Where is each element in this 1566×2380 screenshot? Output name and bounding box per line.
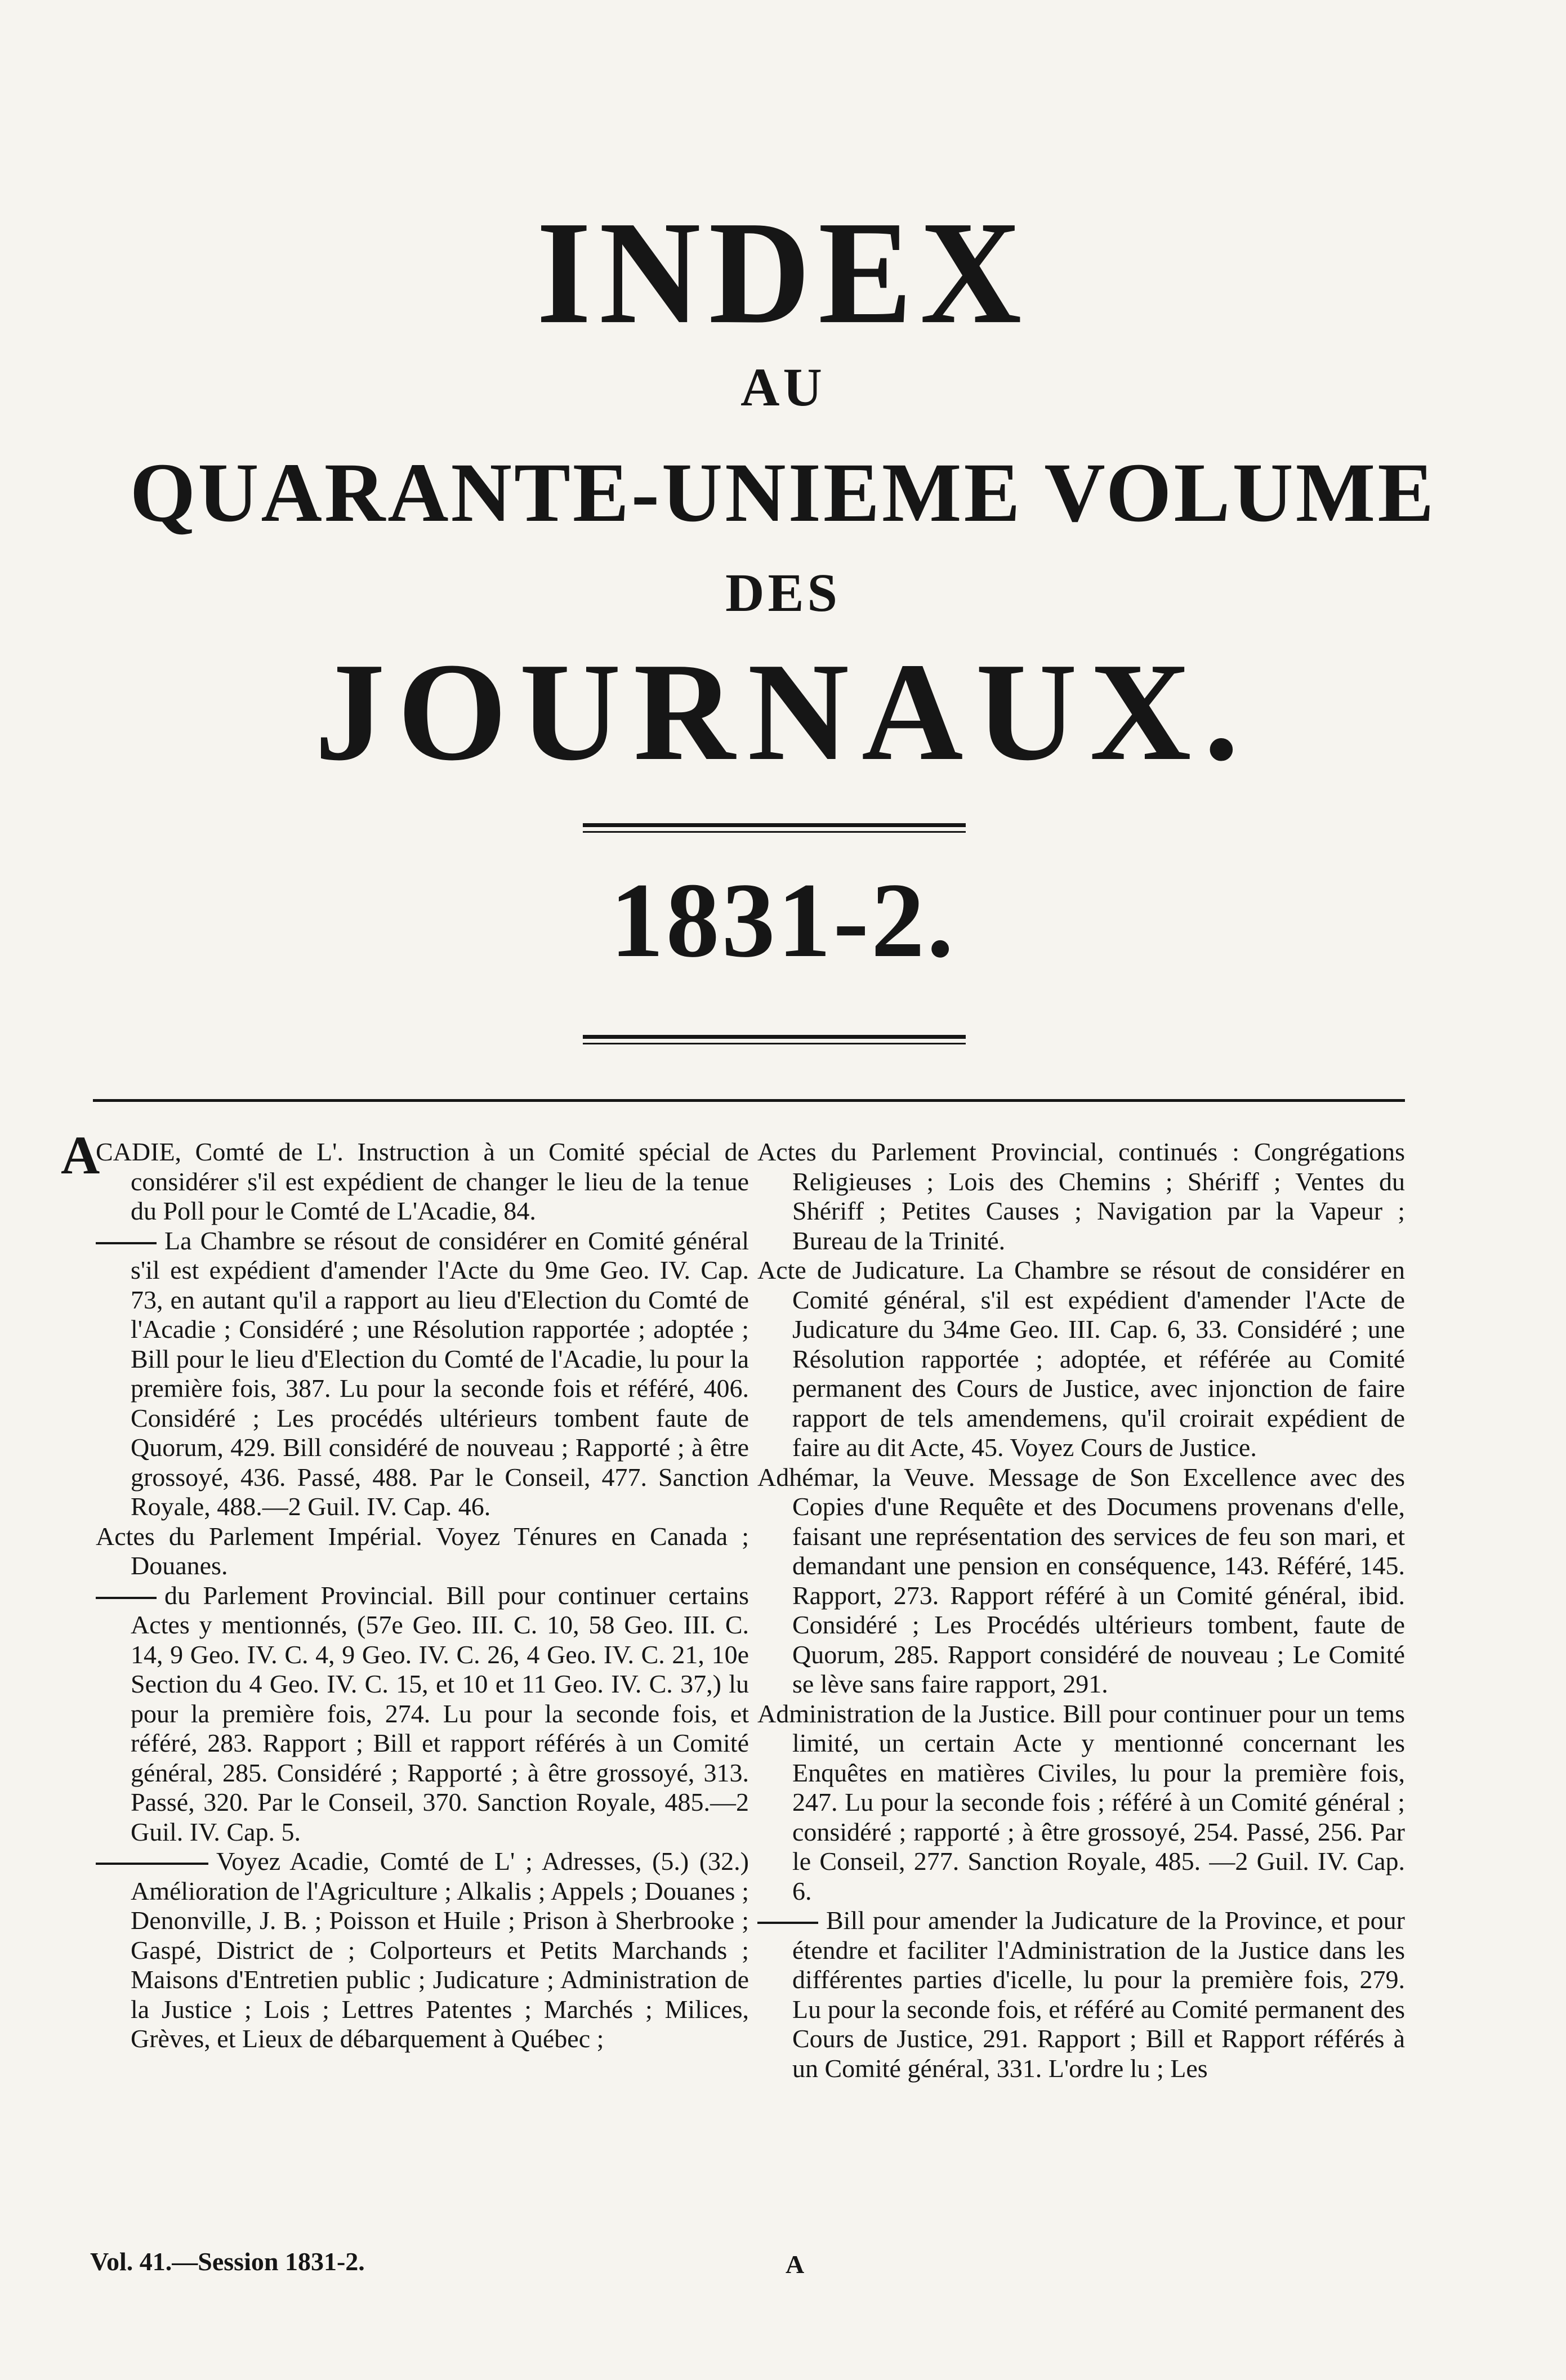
index-entry: [96, 1522, 749, 1581]
title-index: INDEX: [536, 191, 1030, 355]
index-entry: [96, 1847, 749, 2054]
drop-cap: A: [61, 1125, 100, 1185]
index-entry: [757, 1463, 1405, 1699]
footer-volume: Vol. 41.—Session 1831-2.: [90, 2247, 365, 2276]
ditto-dash: [96, 1242, 157, 1244]
rule-mid-thick: [583, 1035, 966, 1039]
entry-text: Adhémar, la Veuve. Message de Son Excellence avec des Copies d'une Requête et des Documens provenans d'elle, faisant une représentation des services de feu son mari, et demandant une pension en conséquence, 143. Référé, 145. Rapport, 273. Rapport référé à un Comité général, ibid. Considéré ; Les Procédés ultérieurs tombent, faute de Quorum, 285. Rapport considéré de nouveau ; Le Comité se lève sans faire rapport, 291.: [757, 1462, 1405, 1698]
entry-text: CADIE, Comté de L'. Instruction à un Comité spécial de considérer s'il est expédient de changer le lieu de la tenue du Poll pour le Comté de L'Acadie, 84.: [96, 1137, 749, 1225]
title-volume: QUARANTE-UNIEME VOLUME: [130, 446, 1436, 539]
column-left: [61, 1125, 749, 2054]
entry-text: Actes du Parlement Impérial. Voyez Ténures en Canada ; Douanes.: [96, 1521, 749, 1580]
ditto-dash: [96, 1863, 208, 1865]
index-entry: [757, 1256, 1405, 1463]
rule-top-thin: [583, 831, 966, 833]
title-journaux: JOURNAUX.: [314, 634, 1252, 790]
index-entry: [757, 1699, 1405, 1906]
index-entry: [757, 1137, 1405, 1256]
rule-full-width: [93, 1099, 1405, 1102]
index-entry: [96, 1581, 749, 1847]
title-des: DES: [725, 562, 841, 623]
entry-text: La Chambre se résout de considérer en Comité général s'il est expédient d'amender l'Acte du 9me Geo. IV. Cap. 73, en autant qu'il a rapport au lieu d'Election du Comté de l'Acadie ; Considéré ; une Résolution rapportée ; adoptée ; Bill pour le lieu d'Election du Comté de l'Acadie, lu pour la première fois, 387. Lu pour la seconde fois et référé, 406. Considéré ; Les procédés ultérieurs tombent faute de Quorum, 429. Bill considéré de nouveau ; Rapporté ; à être grossoyé, 436. Passé, 488. Par le Conseil, 477. Sanction Royale, 488.—2 Guil. IV. Cap. 46.: [131, 1226, 749, 1521]
entry-text: Acte de Judicature. La Chambre se résout de considérer en Comité général, s'il est expédient d'amender l'Acte de Judicature du 34me Geo. III. Cap. 6, 33. Considéré ; une Résolution rapportée ; adoptée, et référée au Comité permanent des Cours de Justice, avec injonction de faire rapport de tels amendemens, qu'il croirait expédient de faire au dit Acte, 45. Voyez Cours de Justice.: [757, 1256, 1405, 1462]
entry-text: Actes du Parlement Provincial, continués : Congrégations Religieuses ; Lois des Chemins ; Shériff ; Ventes du Shériff ; Petites Causes ; Navigation par la Vapeur ; Bureau de la Trinité.: [757, 1137, 1405, 1255]
index-entry: [757, 1906, 1405, 2083]
entry-text: Bill pour amender la Judicature de la Province, et pour étendre et faciliter l'Administration de la Justice dans les différentes parties d'icelle, lu pour la première fois, 279. Lu pour la seconde fois, et référé au Comité permanent des Cours de Justice, 291. Rapport ; Bill et Rapport référés à un Comité général, 331. L'ordre lu ; Les: [792, 1906, 1405, 2083]
index-entry: [61, 1125, 749, 1226]
column-right: [757, 1137, 1405, 2083]
title-au: AU: [740, 357, 826, 417]
entry-text: du Parlement Provincial. Bill pour continuer certains Actes y mentionnés, (57e Geo. III. C. 10, 58 Geo. III. C. 14, 9 Geo. IV. C. 4, 9 Geo. IV. C. 26, 4 Geo. IV. C. 21, 10e Section du 4 Geo. IV. C. 15, et 10 et 11 Geo. IV. C. 37,) lu pour la première fois, 274. Lu pour la seconde fois, et référé, 283. Rapport ; Bill et rapport référés à un Comité général, 285. Considéré ; Rapporté ; à être grossoyé, 313. Passé, 320. Par le Conseil, 370. Sanction Royale, 485.—2 Guil. IV. Cap. 5.: [131, 1580, 749, 1846]
entry-text: Voyez Acadie, Comté de L' ; Adresses, (5.) (32.) Amélioration de l'Agriculture ; Alkalis ; Appels ; Douanes ; Denonville, J. B. ; Poisson et Huile ; Prison à Sherbrooke ; Gaspé, District de ; Colporteurs et Petits Marchands ; Maisons d'Entretien public ; Judicature ; Administration de la Justice ; Lois ; Lettres Patentes ; Marchés ; Milices, Grèves, et Lieux de débarquement à Québec ;: [131, 1847, 749, 2053]
year: 1831-2.: [610, 861, 956, 980]
footer-signature: A: [786, 2250, 805, 2279]
ditto-dash: [96, 1597, 157, 1599]
rule-top-thick: [583, 823, 966, 827]
index-entry: [96, 1226, 749, 1522]
entry-text: Administration de la Justice. Bill pour continuer pour un tems limité, un certain Acte y mentionné concernant les Enquêtes en matières Civiles, lu pour la première fois, 247. Lu pour la seconde fois ; référé à un Comité général ; considéré ; rapporté ; à être grossoyé, 254. Passé, 256. Par le Conseil, 277. Sanction Royale, 485. —2 Guil. IV. Cap. 6.: [757, 1699, 1405, 1905]
ditto-dash: [757, 1922, 818, 1924]
rule-mid-thin: [583, 1043, 966, 1044]
